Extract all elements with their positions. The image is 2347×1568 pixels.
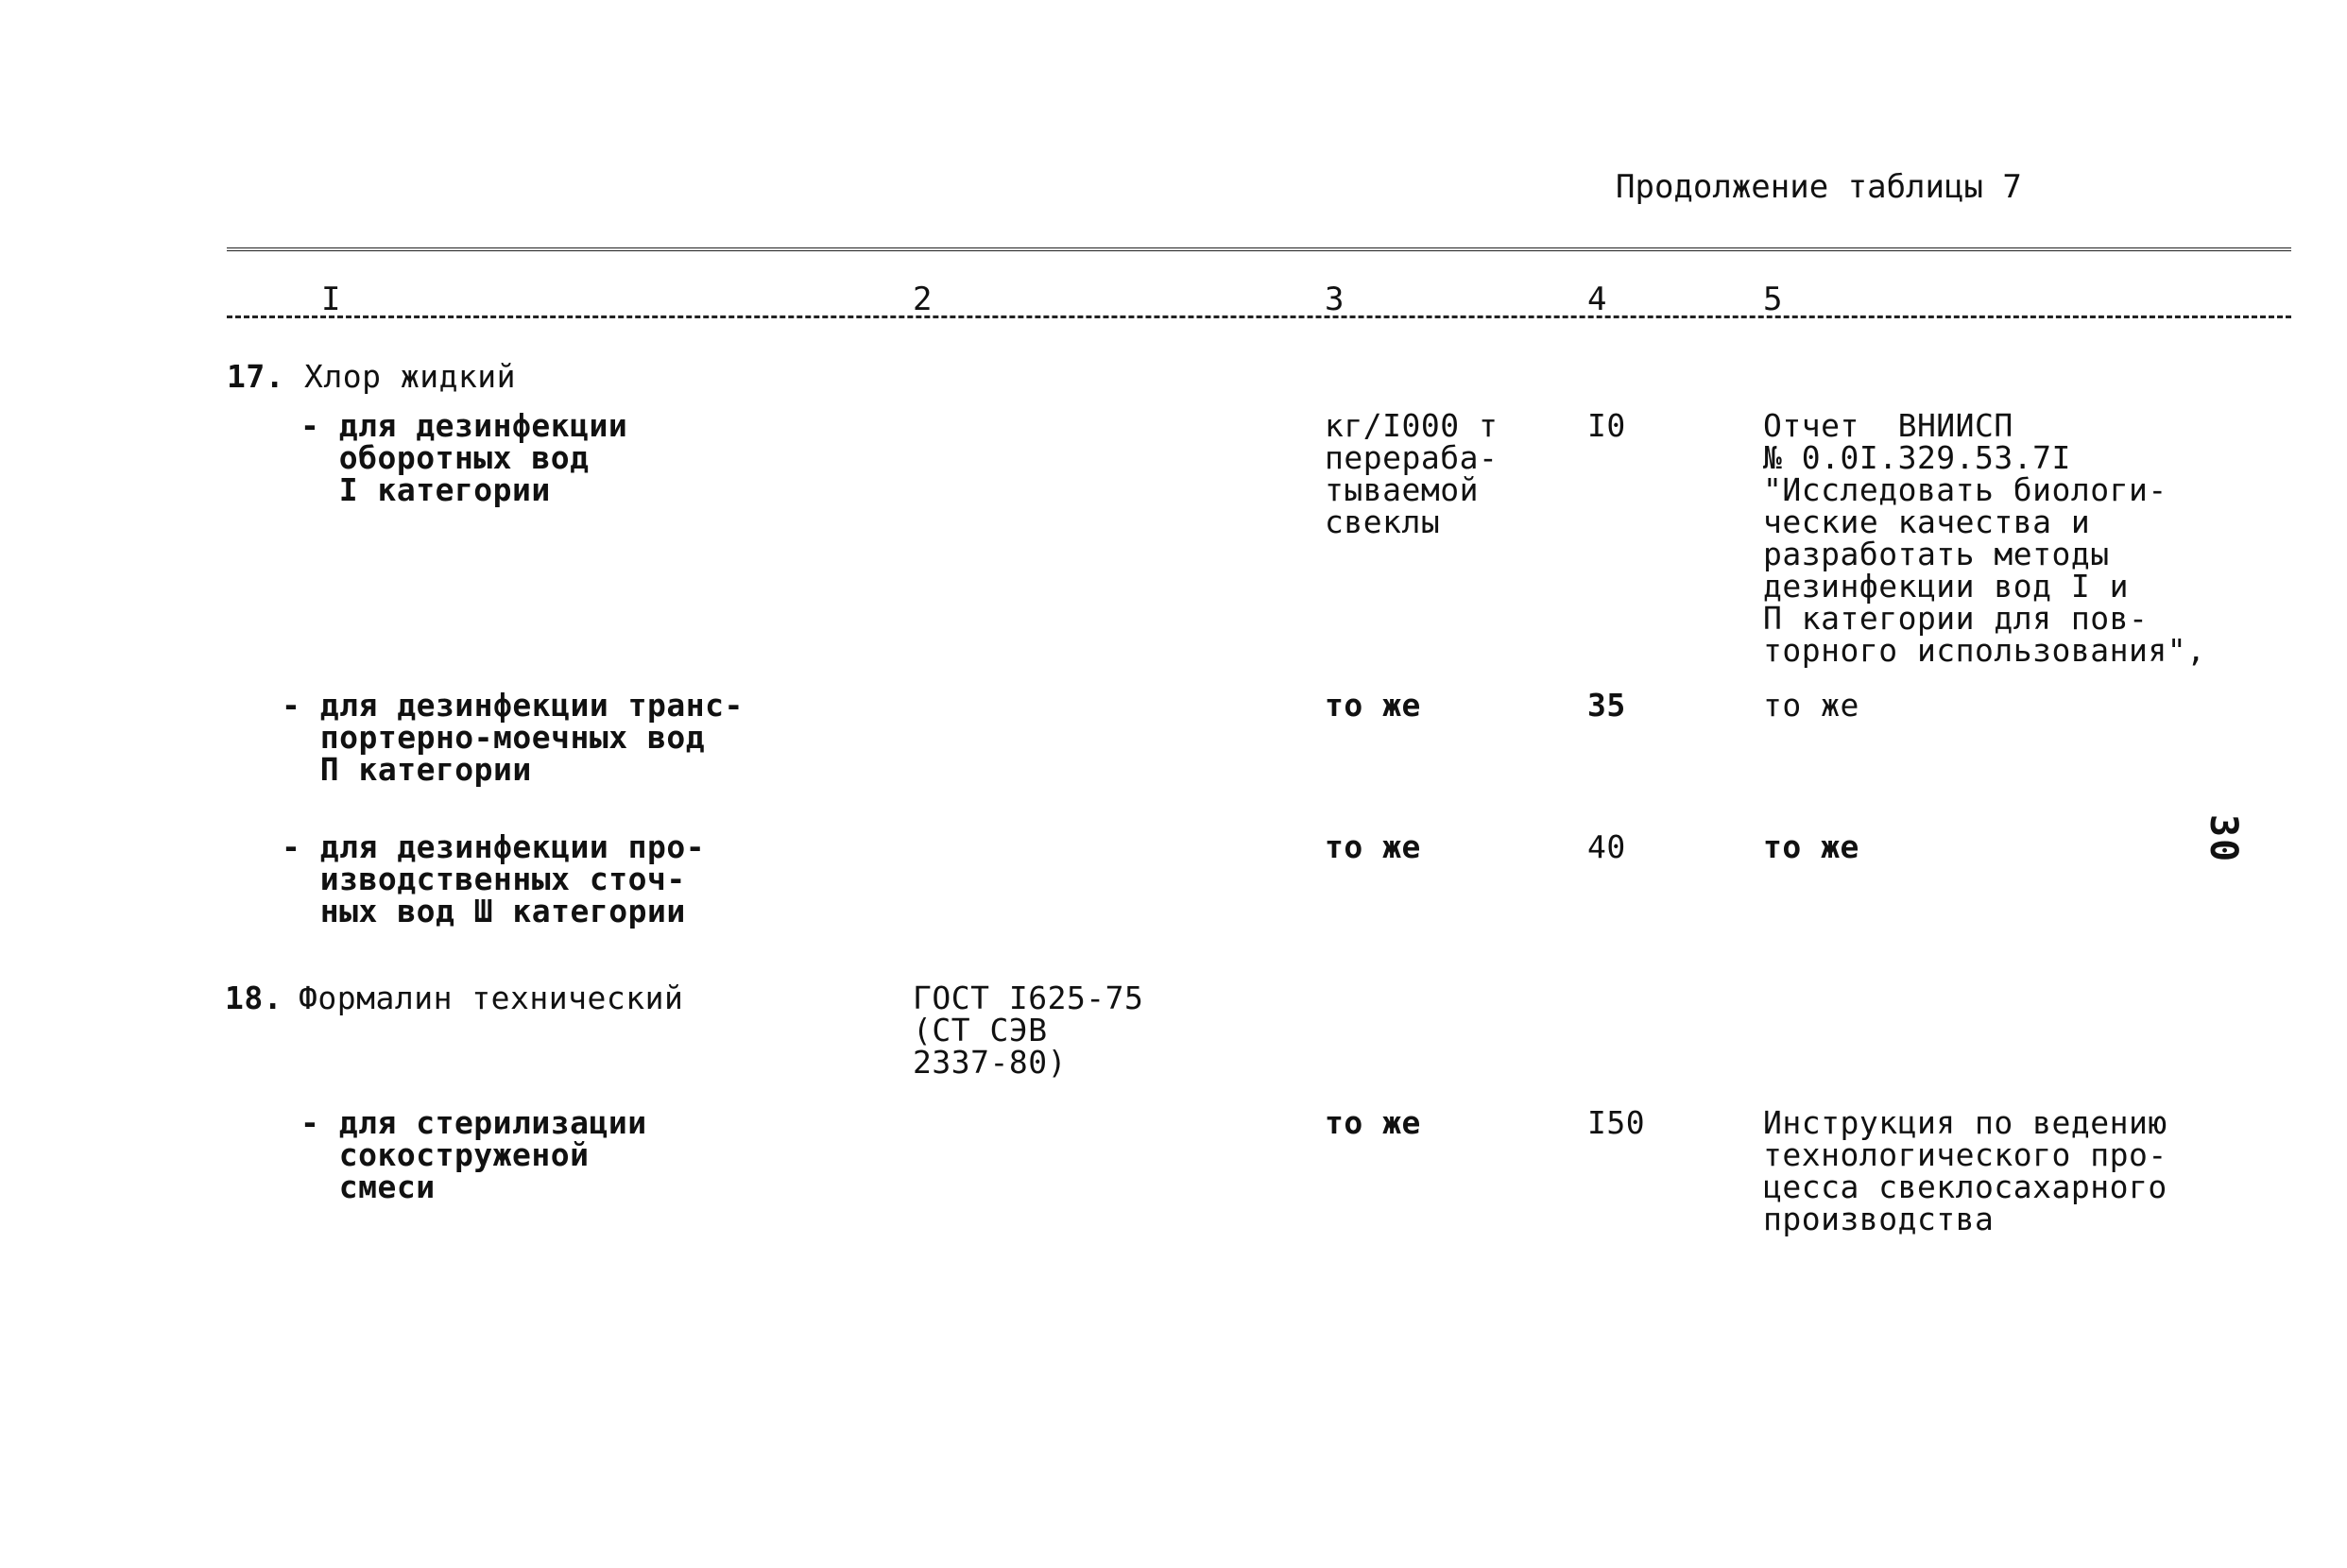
use-source: Отчет ВНИИСП № 0.0I.329.53.7I "Исследовать биологи- ческие качества и разработать методы дезинфекции вод I и П категории для пов- торного использования", [1763,407,2206,669]
use-value: I50 [1587,1104,1646,1141]
standard-reference: ГОСТ I625-75 (СТ СЭВ 2337-80) [913,980,1144,1081]
table-caption: Продолжение таблицы 7 [1616,168,2022,206]
use-unit: кг/I000 т перераба- тываемой свеклы [1325,407,1499,540]
row-number-18: 18. [225,980,283,1016]
column-header-3: 3 [1325,281,1345,318]
column-header-4: 4 [1587,281,1607,318]
use-text: - для дезинфекции про- изводственных сточ- ных вод Ш категории [282,828,706,929]
page-number: 30 [2201,814,2245,864]
use-unit: то же [1325,1104,1421,1141]
column-header-5: 5 [1763,281,1783,318]
substance-name-17: Хлор жидкий [304,358,517,395]
table-top-rule [227,247,2291,255]
use-text: - для дезинфекции оборотных вод I категории [300,407,628,508]
use-source: Инструкция по ведению технологического про- цесса свеклосахарного производства [1763,1104,2167,1237]
column-header-2: 2 [913,281,933,318]
use-value: 35 [1587,687,1626,724]
column-header-1: I [321,281,341,318]
use-text: - для дезинфекции транс- портерно-моечных вод П категории [282,687,744,788]
use-unit: то же [1325,828,1421,865]
row-number-17: 17. [227,358,285,395]
use-unit: то же [1325,687,1421,724]
use-source: то же [1763,828,1859,865]
header-bottom-rule [227,315,2291,318]
use-text: - для стерилизации сокоструженой смеси [300,1104,647,1205]
substance-name-18: Формалин технический [299,980,684,1016]
use-source: то же [1763,687,1859,724]
use-value: 40 [1587,828,1626,865]
use-value: I0 [1587,407,1626,444]
